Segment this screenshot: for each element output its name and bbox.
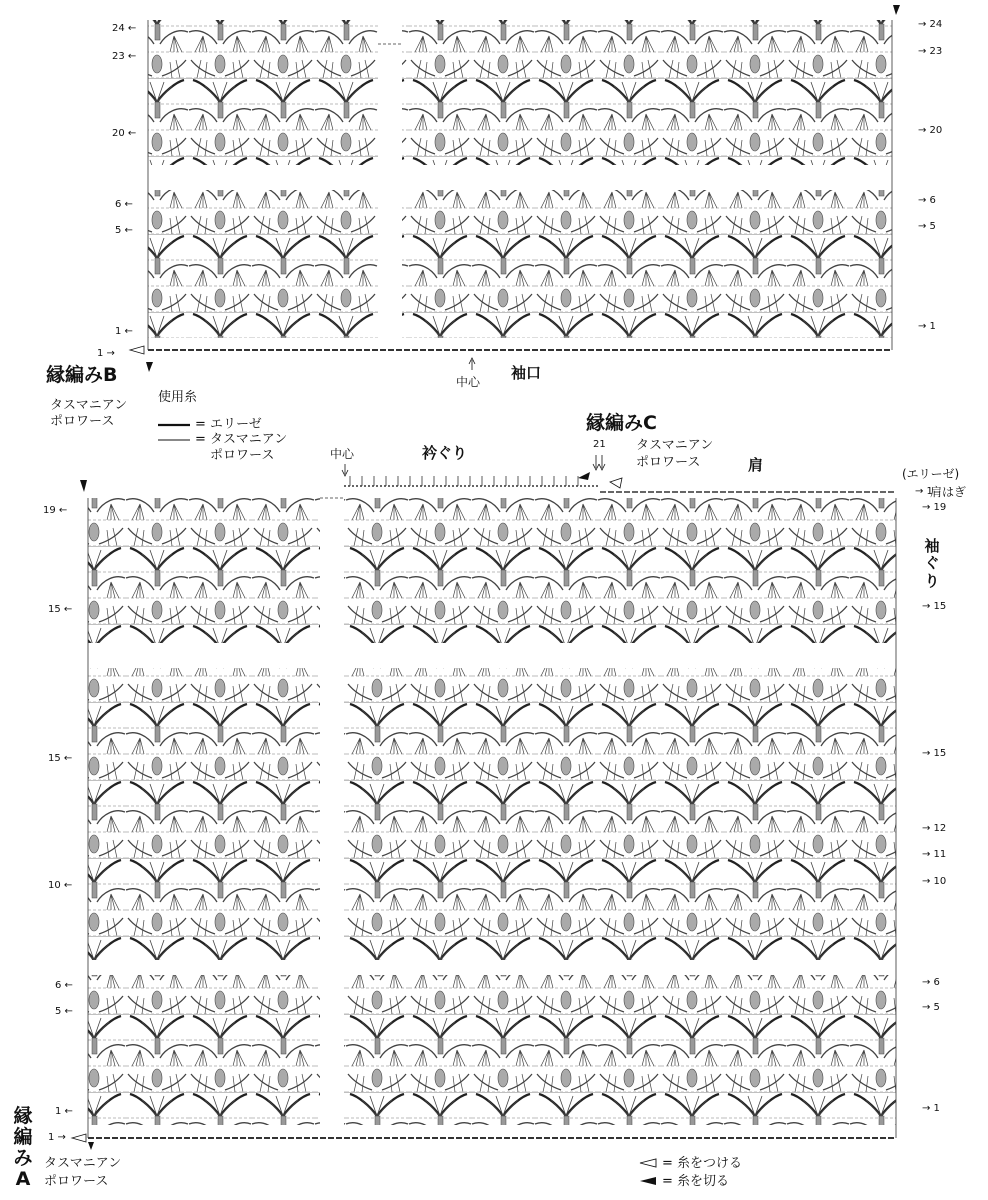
yarn-legend-heading: 使用糸 (158, 390, 198, 405)
sleeve-chart-lower-right-panel (402, 190, 892, 338)
body-row-label-left: 15 ← (48, 753, 73, 764)
edging-a-title (12, 1106, 34, 1190)
body-row-label-right: → 6 (922, 977, 940, 988)
edging-c-yarn-line2: ポロワース (636, 455, 701, 470)
body-row-label-right: → 19 (922, 502, 947, 513)
yarn-attach-marker (72, 1134, 86, 1142)
edging-b-yarn-line1: タスマニアン (50, 398, 128, 413)
sleeve-foundation-row-label: 1 → (97, 348, 115, 359)
body-left-panel-mid (88, 668, 320, 960)
body-row-label-left: 10 ← (48, 880, 73, 891)
body-row-label-left: 6 ← (55, 980, 73, 991)
sleeve-chart (130, 5, 900, 372)
sleeve-row-label-left: 23 ← (112, 51, 137, 62)
edging-c-title: 縁編みC (586, 412, 657, 434)
cuff-label: 袖口 (511, 364, 542, 382)
sleeve-chart-lower-left-panel (148, 190, 378, 338)
armhole-label (923, 538, 941, 590)
neckline-label: 衿ぐり (422, 444, 468, 462)
body-row-label-right: → 10 (922, 876, 947, 887)
yarn-legend-polwarth: ポロワース (210, 448, 275, 463)
edging-b-yarn-line2: ポロワース (50, 414, 115, 429)
sleeve-chart-right-panel (402, 20, 892, 165)
body-foundation-row-label: 1 → (48, 1132, 66, 1143)
body-row-label-right: → 15 (922, 748, 947, 759)
sleeve-row-label-right: → 23 (918, 46, 943, 57)
shoulder-label: 肩 (748, 456, 764, 474)
yarn-cut-marker (80, 480, 87, 492)
attach-symbol (640, 1159, 656, 1167)
edging-a-title-char: 縁 (13, 1105, 33, 1127)
body-row-label-right: → 11 (922, 849, 947, 860)
sleeve-row-label-left: 5 ← (115, 225, 133, 236)
body-row-label-right: → 12 (922, 823, 947, 834)
body-right-panel-bottom (344, 975, 896, 1125)
legend-cut-yarn: = 糸を切る (662, 1174, 730, 1189)
armhole-label-char: ぐ (924, 554, 940, 573)
sleeve-chart-left-panel (148, 20, 378, 165)
edging-a-title-char: A (15, 1167, 31, 1190)
body-center-label: 中心 (330, 447, 355, 461)
yarn-attach-marker (130, 346, 144, 354)
edging-a-title-char: 編 (13, 1125, 33, 1148)
cut-symbol (640, 1177, 656, 1185)
sleeve-row-label-right: → 20 (918, 125, 943, 136)
sleeve-row-label-right: → 6 (918, 195, 936, 206)
body-chart (72, 455, 896, 1150)
yarn-legend-elise: = エリーゼ (195, 417, 262, 432)
body-right-panel-mid (344, 668, 896, 960)
yarn-cut-marker (893, 5, 900, 15)
edging-a-yarn-line2: ポロワース (44, 1174, 109, 1189)
body-row-label-right: → 1 (922, 1103, 940, 1114)
shoulder-yarn-note: (エリーゼ) (902, 467, 960, 481)
yarn-cut-marker (146, 362, 153, 372)
sleeve-row-label-left: 24 ← (112, 23, 137, 34)
body-row-label-right: → 15 (922, 601, 947, 612)
shoulder-join-label: 肩はぎ (930, 485, 967, 499)
sleeve-row-label-right: → 24 (918, 19, 943, 30)
yarn-attach-marker (610, 478, 622, 488)
body-left-panel-bottom (88, 975, 320, 1125)
sleeve-center-label: 中心 (456, 375, 481, 389)
body-row-label-left: 5 ← (55, 1006, 73, 1017)
yarn-cut-marker (578, 472, 590, 480)
armhole-label-char: 袖 (924, 537, 940, 555)
edging-b-title: 縁編みB (46, 364, 118, 386)
edging-c-yarn-line1: タスマニアン (636, 438, 714, 453)
yarn-legend-tasmanian: = タスマニアン (195, 432, 288, 447)
yarn-cut-marker (88, 1142, 94, 1150)
body-row-label-left: 15 ← (48, 604, 73, 615)
body-row-label-left: 19 ← (43, 505, 68, 516)
legend-attach-yarn: = 糸をつける (662, 1156, 743, 1171)
sleeve-row-label-right: → 1 (918, 321, 936, 332)
edging-c-row-label: 21 (593, 439, 606, 450)
edging-a-yarn-line1: タスマニアン (44, 1156, 122, 1171)
edging-a-title-char: み (13, 1146, 33, 1169)
body-left-panel-top (88, 498, 320, 643)
sleeve-row-label-left: 1 ← (115, 326, 133, 337)
sleeve-row-label-left: 20 ← (112, 128, 137, 139)
body-row-label-right: → 5 (922, 1002, 940, 1013)
body-right-panel-top (344, 498, 896, 643)
shoulder-join-row-label: → 1 (915, 486, 933, 497)
sleeve-row-label-right: → 5 (918, 221, 936, 232)
body-row-label-left: 1 ← (55, 1106, 73, 1117)
armhole-label-char: り (924, 571, 940, 590)
sleeve-row-label-left: 6 ← (115, 199, 133, 210)
